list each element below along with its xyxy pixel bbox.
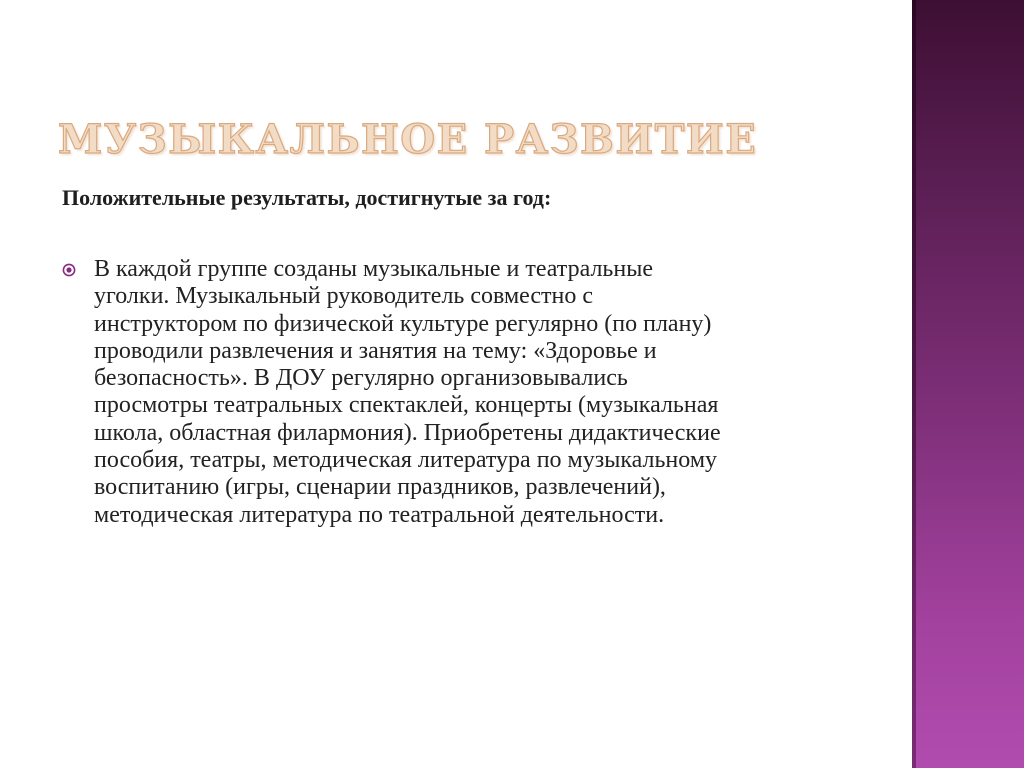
decorative-side-bar <box>912 0 1024 768</box>
bullet-item <box>62 256 852 529</box>
bullet-list <box>62 256 852 529</box>
bullet-text: В каждой группе созданы музыкальные и театральные уголки. Музыкальный руководитель совместно с инструктором по физической культуре регулярно (по плану) проводили развлечения и занятия на тему: «Здоровье и безопасность». В ДОУ регулярно организовывались просмотры театральных спектаклей, концерты (музыкальная школа, областная филармония). Приобретены дидактические пособия, театры, методическая литература по музыкальному воспитанию (игры, сценарии праздников, развлечений), методическая литература по театральной деятельности. <box>94 256 721 528</box>
slide-title: МУЗЫКАЛЬНОЕ РАЗВИТИЕ <box>58 116 758 163</box>
slide-subtitle: Положительные результаты, достигнутые за год: <box>62 185 552 210</box>
side-bar-edge <box>912 0 916 768</box>
circle-bullet-icon <box>62 263 76 277</box>
